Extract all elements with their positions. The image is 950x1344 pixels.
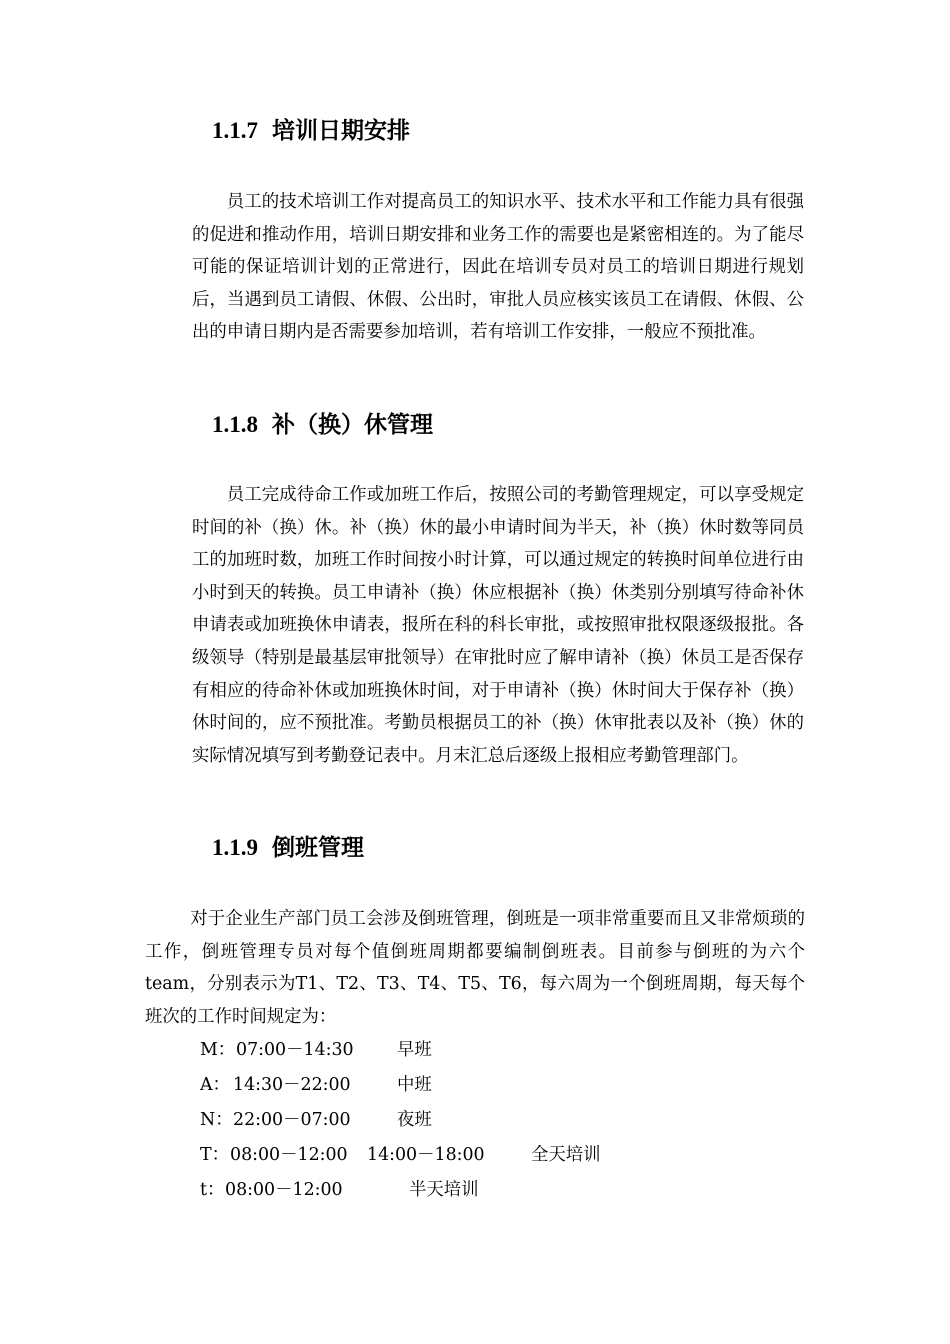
section-title: 补（换）休管理 (272, 412, 433, 437)
shift-time: 07:00－14:30 (236, 1040, 354, 1060)
shift-time: 08:00－12:00 (225, 1180, 343, 1200)
paragraph-shift-management: 对于企业生产部门员工会涉及倒班管理，倒班是一项非常重要而且又非常烦琐的工作，倒班管理专员对每个值倒班周期都要编制倒班表。目前参与倒班的为六个team，分别表示为T1、T2、T3、T4、T5、T6，每六周为一个倒班周期，每天每个班次的工作时间规定为： (145, 909, 805, 1027)
shift-name: 中班 (397, 1075, 432, 1095)
section-title: 培训日期安排 (272, 118, 410, 143)
shift-name: 全天培训 (531, 1145, 601, 1165)
shift-code: T： (200, 1145, 229, 1165)
section-title: 倒班管理 (272, 835, 364, 860)
section-heading-1-1-7 (212, 116, 410, 146)
section-heading-1-1-8 (212, 410, 433, 440)
shift-time: 22:00－07:00 (233, 1110, 351, 1130)
shift-code: t： (200, 1180, 225, 1200)
shift-code: N： (200, 1110, 233, 1130)
section-number: 1.1.7 (212, 118, 258, 143)
shift-name: 夜班 (397, 1110, 432, 1130)
shift-time: 14:30－22:00 (233, 1075, 351, 1095)
paragraph-training-schedule: 员工的技术培训工作对提高员工的知识水平、技术水平和工作能力具有很强的促进和推动作用，培训日期安排和业务工作的需要也是紧密相连的。为了能尽可能的保证培训计划的正常进行，因此在培训专员对员工的培训日期进行规划后，当遇到员工请假、休假、公出时，审批人员应核实该员工在请假、休假、公出的申请日期内是否需要参加培训，若有培训工作安排，一般应不预批准。 (192, 192, 804, 343)
shift-time: 08:00－12:00 (230, 1145, 348, 1165)
shift-time-2: 14:00－18:00 (367, 1145, 485, 1165)
section-number: 1.1.9 (212, 835, 258, 860)
shift-name: 半天培训 (409, 1180, 479, 1200)
paragraph-compensatory-leave: 员工完成待命工作或加班工作后，按照公司的考勤管理规定，可以享受规定时间的补（换）休。补（换）休的最小申请时间为半天，补（换）休时数等同员工的加班时数，加班工作时间按小时计算，可以通过规定的转换时间单位进行由小时到天的转换。员工申请补（换）休应根据补（换）休类别分别填写待命补休申请表或加班换休申请表，报所在科的科长审批，或按照审批权限逐级报批。各级领导（特别是最基层审批领导）在审批时应了解申请补（换）休员工是否保存有相应的待命补休或加班换休时间，对于申请补（换）休时间大于保存补（换）休时间的，应不预批准。考勤员根据员工的补（换）休审批表以及补（换）休的实际情况填写到考勤登记表中。月末汇总后逐级上报相应考勤管理部门。 (192, 485, 804, 766)
section-number: 1.1.8 (212, 412, 258, 437)
section-heading-1-1-9 (212, 833, 364, 863)
shift-name: 早班 (397, 1040, 432, 1060)
shift-code: A： (200, 1075, 230, 1095)
shift-code: M： (200, 1040, 236, 1060)
